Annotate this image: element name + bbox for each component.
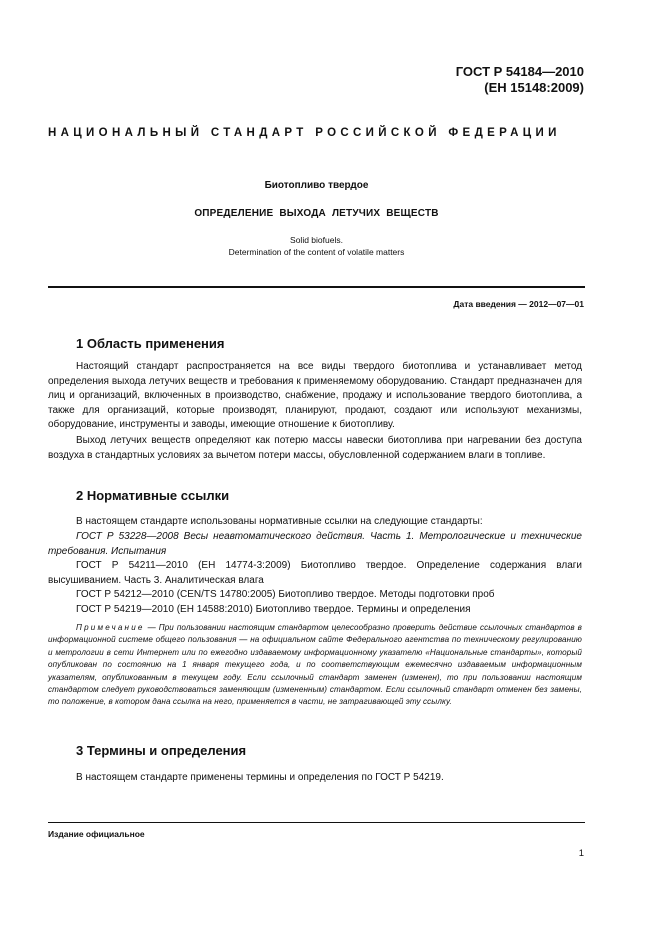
standard-number bbox=[456, 64, 584, 96]
title-divider bbox=[48, 286, 585, 288]
section-3-heading: 3 Термины и определения bbox=[76, 743, 247, 758]
section-2-heading: 2 Нормативные ссылки bbox=[76, 488, 230, 503]
english-title bbox=[48, 234, 585, 258]
section-1-heading: 1 Область применения bbox=[76, 336, 225, 351]
english-title-line2: Determination of the content of volatile matters bbox=[228, 247, 405, 257]
section-1-paragraph-1: Настоящий стандарт распространяется на все виды твердого биотоплива и устанавливает метод определения выхода летучих веществ и требования к применяемому оборудованию. Стандарт предназначен для лиц и организаций, включенных в производство, снабжение, продажу и использование твердого биотоплива, а также для организаций, которые производят, планируют, продают, создают или используют механизмы, оборудование, инструменты и заводы, имеющие отношение к биотопливу. bbox=[48, 361, 582, 431]
footer-divider bbox=[48, 822, 585, 823]
note-label: Примечание bbox=[76, 623, 145, 632]
english-title-line1: Solid biofuels. bbox=[290, 235, 343, 245]
document-title: ОПРЕДЕЛЕНИЕ ВЫХОДА ЛЕТУЧИХ ВЕЩЕСТВ bbox=[194, 208, 439, 219]
reference-gost-54219: ГОСТ Р 54219—2010 (ЕН 14588:2010) Биотопливо твердое. Термины и определения bbox=[76, 604, 471, 615]
introduction-date: Дата введения — 2012—07—01 bbox=[453, 299, 584, 309]
reference-gost-53228: ГОСТ Р 53228—2008 Весы неавтоматического действия. Часть 1. Метрологические и технические требования. Испытания bbox=[48, 531, 582, 557]
reference-gost-54212: ГОСТ Р 54212—2010 (CEN/TS 14780:2005) Биотопливо твердое. Методы подготовки проб bbox=[76, 589, 495, 600]
standard-number-en: (ЕН 15148:2009) bbox=[484, 80, 584, 95]
section-2-intro: В настоящем стандарте использованы нормативные ссылки на следующие стандарты: bbox=[76, 516, 483, 527]
reference-gost-54211: ГОСТ Р 54211—2010 (ЕН 14774-3:2009) Биотопливо твердое. Определение содержания влаги высушиванием. Часть 3. Аналитическая влага bbox=[48, 560, 582, 586]
page-number: 1 bbox=[578, 848, 584, 859]
official-edition-label: Издание официальное bbox=[48, 829, 145, 839]
national-standard-banner: НАЦИОНАЛЬНЫЙ СТАНДАРТ РОССИЙСКОЙ ФЕДЕРАЦИИ bbox=[48, 127, 561, 139]
section-1-paragraph-2: Выход летучих веществ определяют как потерю массы навески биотоплива при нагревании без доступа воздуха в стандартных условиях за вычетом потери массы, обусловленной содержанием влаги в топливе. bbox=[48, 435, 582, 461]
document-subtitle: Биотопливо твердое bbox=[264, 180, 369, 191]
standard-number-gost: ГОСТ Р 54184—2010 bbox=[455, 64, 584, 79]
section-3-paragraph-1: В настоящем стандарте применены термины и определения по ГОСТ Р 54219. bbox=[76, 772, 444, 783]
note-text: — При пользовании настоящим стандартом целесообразно проверить действие ссылочных стандартов в информационной системе общего пользования — на официальном сайте Федерального агентства по техническому регулированию и метрологии в сети Интернет или по ежегодно издаваемому информационному указателю «Национальные стандарты», который опубликован по состоянию на 1 января текущего года, и по соответствующим ежемесячно издаваемым информационным указателям, опубликованным в текущем году. Если ссылочный стандарт заменен (изменен), то при пользовании настоящим стандартом следует руководствоваться заменяющим (измененным) стандартом. Если ссылочный стандарт отменен без замены, то положение, в котором дана ссылка на него, применяется в части, не затрагивающей эту ссылку. bbox=[48, 623, 582, 707]
references-note bbox=[48, 622, 582, 709]
